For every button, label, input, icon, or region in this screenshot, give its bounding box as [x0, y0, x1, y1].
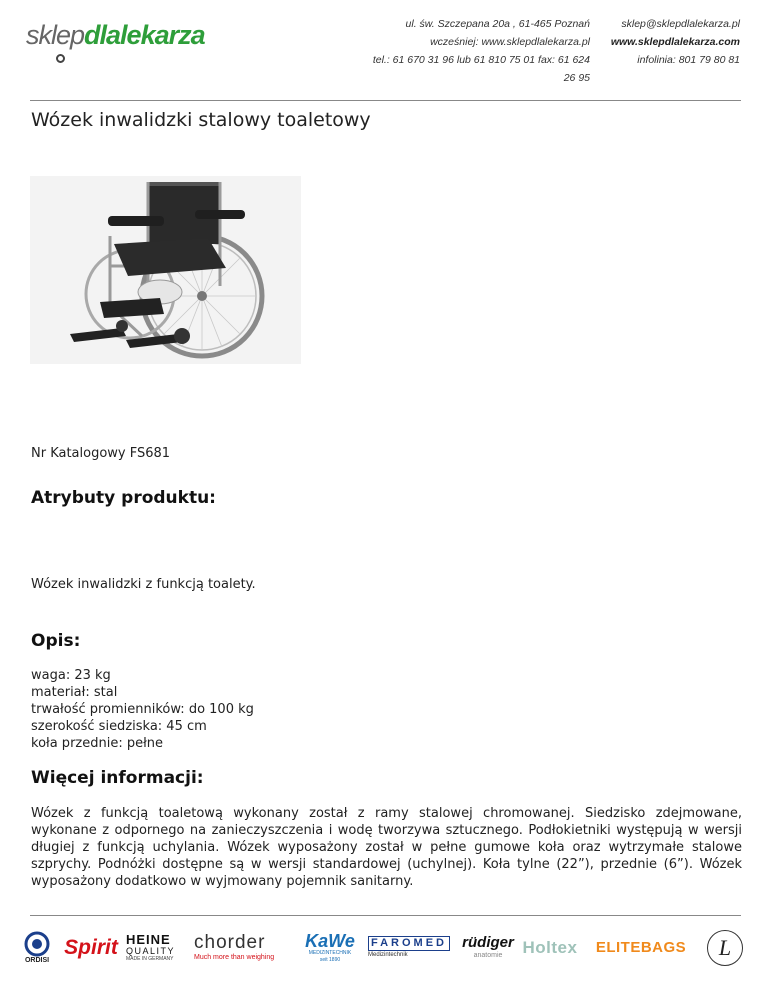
more-info-heading: Więcej informacji:: [31, 768, 204, 788]
page-title: Wózek inwalidzki stalowy toaletowy: [31, 109, 371, 131]
catalog-number: Nr Katalogowy FS681: [31, 446, 171, 461]
faromed-logo[interactable]: FAROMED Medizintechnik: [368, 925, 450, 970]
header: [0, 0, 768, 84]
elitebags-logo[interactable]: ELITEBAGS: [595, 939, 687, 956]
wheelchair-illustration: [30, 176, 301, 364]
contact-address-block: [360, 15, 590, 87]
ordisi-icon: [24, 931, 50, 957]
brand-logos: [20, 925, 750, 970]
littmann-logo[interactable]: [704, 925, 746, 970]
phone-line: tel.: 61 670 31 96 lub 61 810 75 01 fax: 61 624 26 95: [372, 54, 590, 84]
infoline-text: infolinia: 801 79 80 81: [637, 54, 740, 66]
kawe-logo[interactable]: KaWe MEDIZINTECHNIK seit 1890: [305, 931, 355, 963]
description-item: waga: 23 kg: [31, 668, 111, 683]
description-item: szerokość siedziska: 45 cm: [31, 719, 207, 734]
site-logo[interactable]: sklepdlalekarza: [26, 20, 205, 50]
holtex-logo[interactable]: Holtex: [522, 937, 578, 957]
chorder-logo[interactable]: chorder Much more than weighing: [194, 932, 275, 961]
product-image: [30, 176, 301, 364]
ordisi-logo[interactable]: ORDISI: [20, 925, 54, 970]
address-line: ul. św. Szczepana 20a , 61-465 Poznań: [405, 18, 590, 30]
rudiger-logo[interactable]: rüdiger anatomie: [462, 934, 514, 959]
heine-logo[interactable]: HEINE QUALITY MADE IN GERMANY: [126, 931, 176, 962]
description-item: koła przednie: pełne: [31, 736, 164, 751]
contact-web-block: [600, 15, 740, 69]
description-list: [31, 667, 254, 752]
previous-site-line: wcześniej: www.sklepdlalekarza.pl: [430, 36, 590, 48]
website-link[interactable]: www.sklepdlalekarza.com: [610, 36, 740, 48]
attributes-heading: Atrybuty produktu:: [31, 488, 216, 508]
header-divider: [30, 100, 741, 101]
attributes-text: Wózek inwalidzki z funkcją toalety.: [31, 577, 256, 592]
more-info-text: Wózek z funkcją toaletową wykonany został z ramy stalowej chromowanej. Siedzisko zdejmowane, wykonane z odpornego na zanieczyszczenia i wodę tworzywa sztucznego. Podłokietniki występują w wersji długiej z funkcją uchylania. Wózek wyposażony został w pełne gumowe koła oraz wytrzymałe stalowe szprychy. Podnóżki dostępne są w wersji standardowej (uchylnej). Koła tylne (22”), przednie (6”). Wózek wyposażony dodatkowo w wyjmowany pojemnik sanitarny.: [31, 806, 742, 889]
description-heading: Opis:: [31, 631, 81, 651]
spirit-logo[interactable]: Spirit: [64, 935, 118, 959]
stethoscope-icon: [56, 54, 65, 63]
email-link[interactable]: sklep@sklepdlalekarza.pl: [621, 18, 740, 30]
footer-divider: [30, 915, 741, 916]
littmann-seal: L: [707, 930, 743, 966]
description-item: materiał: stal: [31, 685, 118, 700]
description-item: trwałość promienników: do 100 kg: [31, 702, 254, 717]
